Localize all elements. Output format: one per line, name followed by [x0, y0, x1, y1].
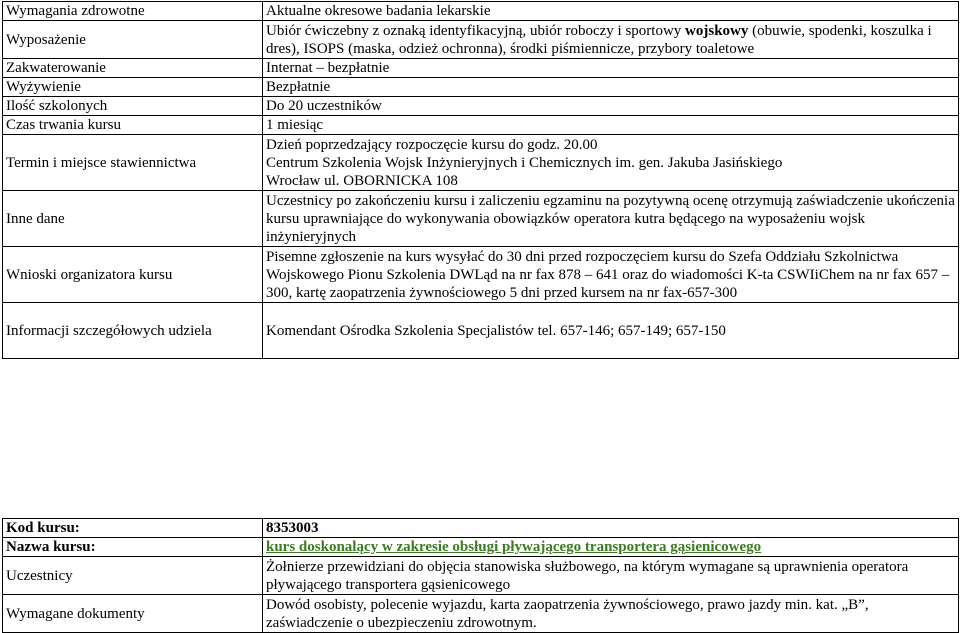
uczestnicy-label: Uczestnicy — [3, 557, 263, 595]
info-row-value — [263, 2, 959, 21]
dokumenty-label: Wymagane dokumenty — [3, 595, 263, 633]
value-text: Ubiór ćwiczebny z oznaką identyfikacyjną, ubiór roboczy i sportowy — [266, 22, 686, 39]
info-row-value — [263, 303, 959, 359]
kod-value: 8353003 — [263, 519, 959, 538]
info-row — [3, 21, 959, 59]
info-row-label: Czas trwania kursu — [3, 116, 263, 135]
info-row-value — [263, 97, 959, 116]
info-row-label: Inne dane — [3, 191, 263, 247]
info-row — [3, 303, 959, 359]
info-row-label: Wymagania zdrowotne — [3, 2, 263, 21]
value-line: Pisemne zgłoszenie na kurs wysyłać do 30 dni przed rozpoczęciem kursu do Szefa Oddziału Szkolnictwa Wojskowego Pionu Szkolenia DWLąd na nr fax 878 – 641 oraz do wiadomości K-ta CSWIiChem na nr fax 657 – 300, kartę zaopatrzenia żywnościowego 5 dni przed kursem na nr fax-657-300 — [266, 248, 950, 301]
info-row-value — [263, 247, 959, 303]
info-row-value — [263, 78, 959, 97]
info-row-label: Termin i miejsce stawiennictwa — [3, 135, 263, 191]
info-row-value — [263, 59, 959, 78]
nazwa-label: Nazwa kursu: — [3, 538, 263, 557]
info-row-value — [263, 21, 959, 59]
value-line: Bezpłatnie — [266, 79, 331, 95]
info-row — [3, 59, 959, 78]
value-line: Aktualne okresowe badania lekarskie — [266, 3, 491, 19]
value-line: Komendant Ośrodka Szkolenia Specjalistów tel. 657-146; 657-149; 657-150 — [266, 322, 726, 339]
value-line: 1 miesiąc — [266, 117, 324, 133]
info-row-label: Wyposażenie — [3, 21, 263, 59]
kod-label: Kod kursu: — [3, 519, 263, 538]
course-info-body — [3, 2, 959, 359]
value-text: (obuwie, spodenki, koszulka i dres), ISOPS (maska, odzież ochronna), środki piśmiennicze, przybory toaletowe — [266, 22, 932, 57]
info-row-value — [263, 191, 959, 247]
dokumenty-value: Dowód osobisty, polecenie wyjazdu, karta zaopatrzenia żywnościowego, prawo jazdy min. kat. „B”, zaświadczenie o ubezpieczeniu zdrowotnym. — [263, 595, 959, 633]
info-row-label: Informacji szczegółowych udziela — [3, 303, 263, 359]
info-row — [3, 247, 959, 303]
value-line: Uczestnicy po zakończeniu kursu i zaliczeniu egzaminu na pozytywną ocenę otrzymują zaświadczenie ukończenia kursu uprawniające do wykonywania obowiązków operatora kutra będącego na wyposażeniu wojsk inżynieryjnych — [266, 192, 955, 245]
info-row — [3, 116, 959, 135]
info-row — [3, 97, 959, 116]
info-row-value — [263, 135, 959, 191]
info-row-label: Wnioski organizatora kursu — [3, 247, 263, 303]
value-emphasis: wojskowy — [685, 22, 749, 39]
course-summary-table — [2, 518, 959, 633]
course-info-table — [2, 1, 959, 359]
value-line: Do 20 uczestników — [266, 98, 382, 114]
value-line: Wrocław ul. OBORNICKA 108 — [266, 172, 458, 189]
value-line: Centrum Szkolenia Wojsk Inżynieryjnych i Chemicznych im. gen. Jakuba Jasińskiego — [266, 154, 783, 171]
info-row-label: Wyżywienie — [3, 78, 263, 97]
info-row — [3, 135, 959, 191]
nazwa-value: kurs doskonalący w zakresie obsługi pływającego transportera gąsienicowego — [263, 538, 959, 557]
info-row — [3, 191, 959, 247]
value-line: Internat – bezpłatnie — [266, 60, 390, 76]
uczestnicy-value: Żołnierze przewidziani do objęcia stanowiska służbowego, na którym wymagane są uprawnienia operatora pływającego transportera gąsienicowego — [263, 557, 959, 595]
info-row-label: Ilość szkolonych — [3, 97, 263, 116]
info-row-label: Zakwaterowanie — [3, 59, 263, 78]
value-line: Dzień poprzedzający rozpoczęcie kursu do godz. 20.00 — [266, 136, 598, 153]
info-row — [3, 2, 959, 21]
info-row — [3, 78, 959, 97]
info-row-value — [263, 116, 959, 135]
